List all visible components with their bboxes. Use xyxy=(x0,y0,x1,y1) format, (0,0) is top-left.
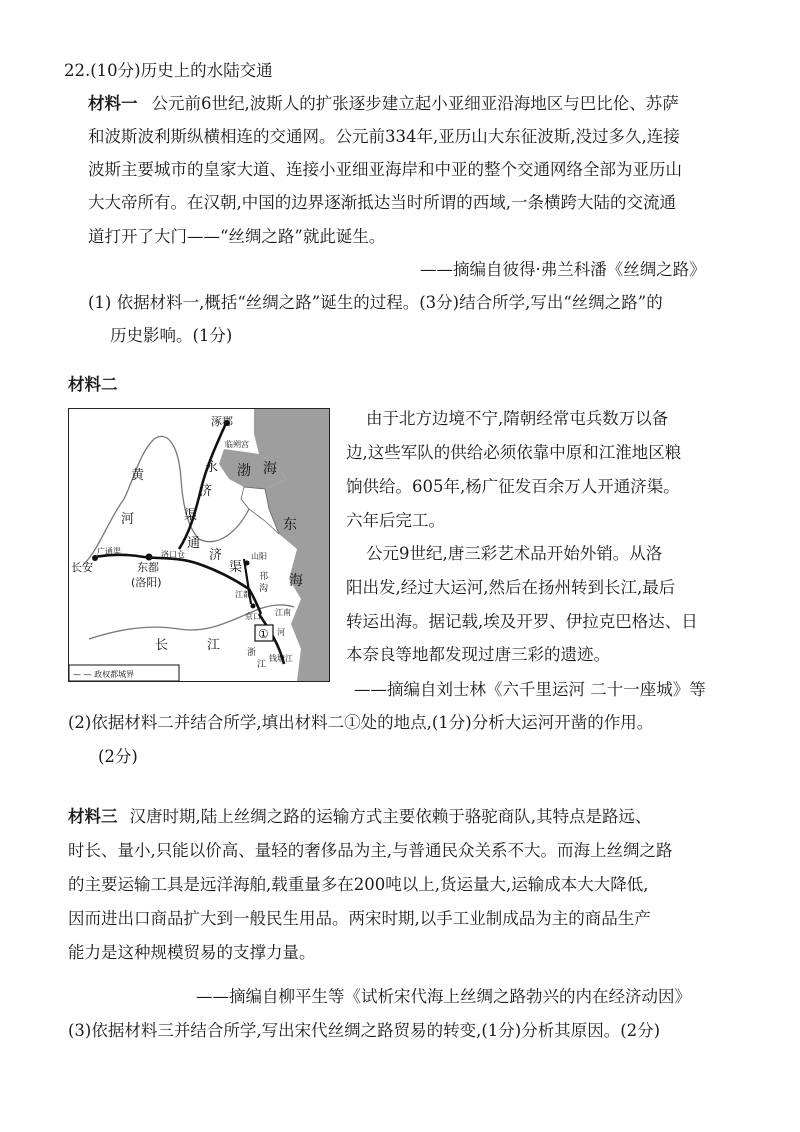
question-header xyxy=(64,60,273,82)
material2-source: ——摘编自刘士林《六千里运河 二十一座城》等 xyxy=(354,680,706,699)
material1-line-3: 大大帝所有。在汉朝,中国的边界逐渐抵达当时所谓的西域,一条横跨大陆的交流通 xyxy=(88,193,676,212)
label-linshuo: 临朔宫 xyxy=(225,440,249,449)
label-marker: ① xyxy=(258,627,269,641)
label-qiantang: 钱塘江 xyxy=(269,654,293,663)
label-shanyang: 山阳 xyxy=(251,552,267,561)
grand-canal-map xyxy=(68,408,330,682)
material2-line-6: 转运出海。据记载,埃及开罗、伊拉克巴格达、日 xyxy=(346,612,698,631)
question1-line-1: 历史影响。(1分) xyxy=(110,326,233,345)
material2-line-1: 边,这些军队的供给必须依靠中原和江淮地区粮 xyxy=(346,443,682,462)
material1-line-2: 波斯主要城市的皇家大道、连接小亚细亚海岸和中亚的整个交通网络全部为亚历山 xyxy=(88,160,682,179)
material3-source: ——摘编自柳平生等《试析宋代海上丝绸之路勃兴的内在经济动因》 xyxy=(196,987,691,1006)
question2-line-1: (2分) xyxy=(98,747,138,766)
material2-line-7: 本奈良等地都发现过唐三彩的遗迹。 xyxy=(346,645,610,664)
label-ji: 济 xyxy=(199,484,213,499)
question-points: (10分) xyxy=(90,61,141,80)
material2-label: 材料二 xyxy=(68,375,118,394)
material2-line-3: 六年后完工。 xyxy=(346,511,445,530)
label-legend: — — 政权都城界 xyxy=(73,670,135,679)
label-dongdu: 东都 xyxy=(137,561,159,574)
label-donghai-dong: 东 xyxy=(283,517,297,533)
material2-line-4: 公元9世纪,唐三彩艺术品开始外销。从洛 xyxy=(366,544,663,563)
material1-line-1: 和波斯波利斯纵横相连的交通网。公元前334年,亚历山大东征波斯,没过多久,连接 xyxy=(88,127,680,146)
label-jiang2: 江 xyxy=(257,660,267,670)
material3-text-0: 汉唐时期,陆上丝绸之路的运输方式主要依赖于骆驼商队,其特点是路远、 xyxy=(129,807,652,826)
question-number: 22. xyxy=(64,61,91,80)
label-qu2: 渠 xyxy=(229,560,243,575)
jiangdu-dot xyxy=(251,604,256,609)
material3-line-3: 因而进出口商品扩大到一般民生用品。两宋时期,以手工业制成品为主的商品生产 xyxy=(68,909,651,928)
material1-line-4: 道打开了大门——“丝绸之路”就此诞生。 xyxy=(88,227,386,246)
luoyang-dot xyxy=(146,554,153,561)
label-zhuojun: 涿郡 xyxy=(211,415,233,428)
label-huang: 黄 xyxy=(131,468,145,483)
material3-line-2: 的主要运输工具是远洋海舶,载重量多在200吨以上,货运量大,运输成本大大降低, xyxy=(68,875,649,894)
label-luoyang: (洛阳) xyxy=(131,576,162,589)
material3-label: 材料三 xyxy=(68,807,118,826)
map-svg xyxy=(69,409,329,681)
question1-line-0: (1) 依据材料一,概括“丝绸之路”诞生的过程。(3分)结合所学,写出“丝绸之路”的 xyxy=(88,293,663,312)
label-jiangnan: 江南 xyxy=(275,608,291,617)
shanyang-dot xyxy=(245,561,250,566)
label-he2: 河 xyxy=(277,628,285,637)
question-title: 历史上的水陆交通 xyxy=(140,61,273,80)
label-luokou: 洛口仓 xyxy=(161,550,185,559)
question2-line-0: (2)依据材料二并结合所学,填出材料二①处的地点,(1分)分析大运河开凿的作用。 xyxy=(68,713,654,732)
material2-line-2: 饷供给。605年,杨广征发百余万人开通济渠。 xyxy=(346,477,680,496)
material3-line-0 xyxy=(68,806,652,828)
label-jiang: 江 xyxy=(207,638,221,653)
label-zhe: 浙 xyxy=(247,648,257,658)
label-qu: 渠 xyxy=(184,508,198,523)
question3-line-0: (3)依据材料三并结合所学,写出宋代丝绸之路贸易的转变,(1分)分析其原因。(2分) xyxy=(68,1021,661,1040)
label-yong: 永 xyxy=(205,460,219,475)
label-guangtong: 广通渠 xyxy=(97,547,121,556)
label-ji2: 济 xyxy=(209,548,223,563)
material3-line-1: 时长、量小,只能以价高、量轻的奢侈品为主,与普通民众关系不大。而海上丝绸之路 xyxy=(68,841,673,860)
material2-line-5: 阳出发,经过大运河,然后在扬州转到长江,最后 xyxy=(346,578,676,597)
label-tong: 通 xyxy=(187,536,201,551)
label-he: 河 xyxy=(121,512,135,527)
label-bohai-bo: 渤 xyxy=(237,463,251,479)
material1-label: 材料一 xyxy=(88,94,138,113)
label-jiangdu: 江都 xyxy=(235,590,251,599)
material2-line-0: 由于北方边境不宁,隋朝经常屯兵数万以备 xyxy=(366,409,669,428)
label-changan: 长安 xyxy=(71,561,93,574)
label-jingkou: 京口 xyxy=(245,612,261,621)
material3-line-4: 能力是这种规模贸易的支撑力量。 xyxy=(68,943,316,962)
label-gou: 沟 xyxy=(259,584,269,594)
label-donghai-hai: 海 xyxy=(289,573,303,589)
label-chang: 长 xyxy=(155,638,169,653)
label-bohai-hai: 海 xyxy=(263,461,277,477)
label-han: 邗 xyxy=(259,572,269,582)
material1-source: ——摘编自彼得·弗兰科潘《丝绸之路》 xyxy=(420,260,706,279)
material1-line-0 xyxy=(88,93,679,115)
material1-text-0: 公元前6世纪,波斯人的扩张逐步建立起小亚细亚沿海地区与巴比伦、苏萨 xyxy=(151,94,679,113)
